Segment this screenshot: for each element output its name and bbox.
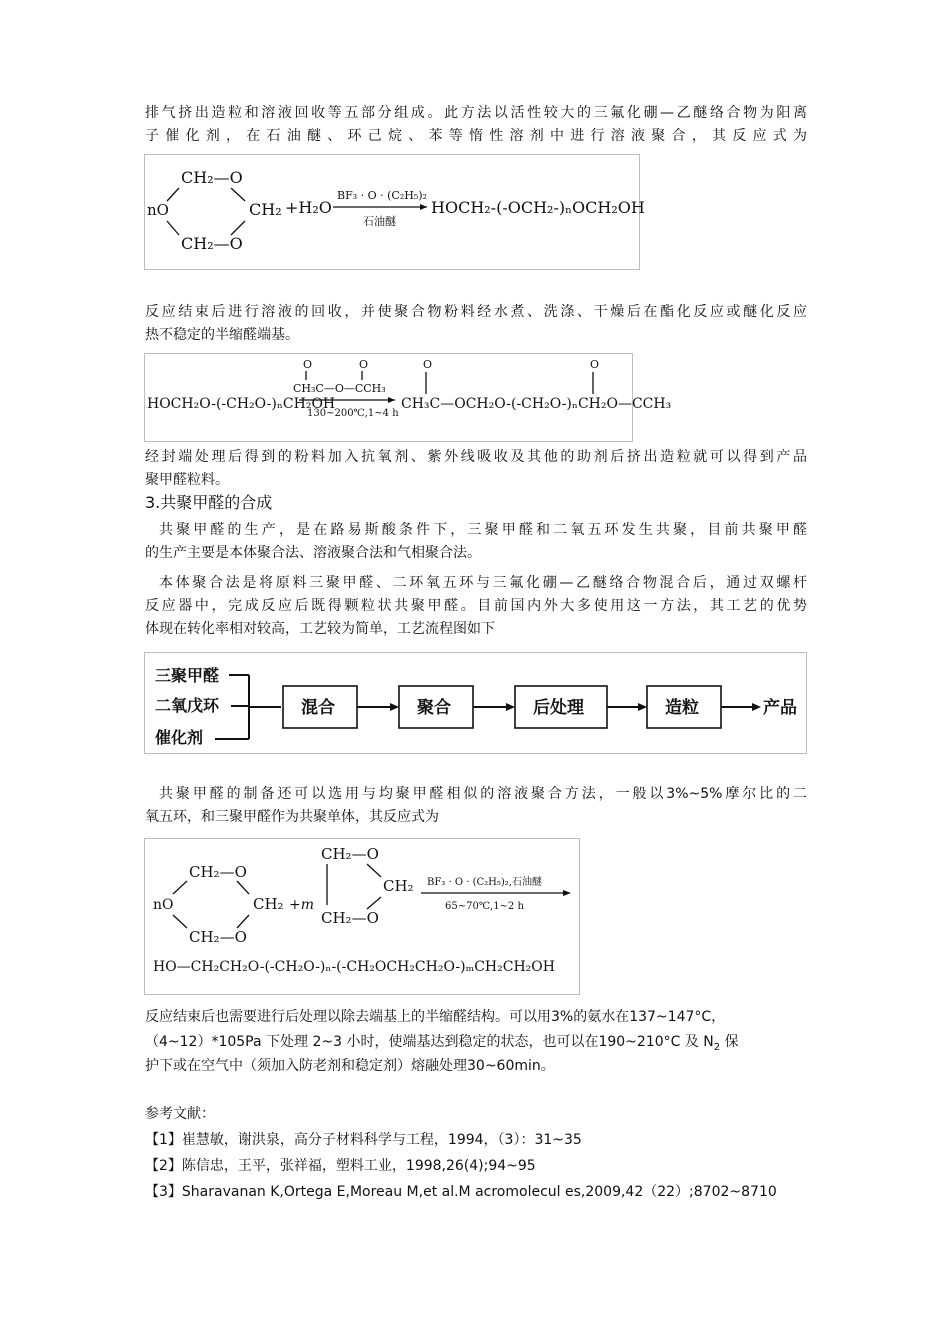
section-heading: 3.共聚甲醛的合成 bbox=[145, 493, 273, 512]
paragraph-7-line-2-text: （4~12）*105Pa 下处理 2~3 小时，使端基达到稳定的状态，也可以在190~210°C 及 N bbox=[145, 1034, 714, 1050]
eq2-reagent: CH₃C—O—CCH₃ bbox=[293, 382, 386, 395]
reference-3: 【3】Sharavanan K,Ortega E,Moreau M,et al.M acromolecul es,2009,42（22）;8702~8710 bbox=[145, 1184, 777, 1200]
eq2-reagent-o-1: O bbox=[303, 358, 313, 371]
paragraph-5-line-3: 体现在转化率相对较高，工艺较为简单，工艺流程图如下 bbox=[145, 621, 495, 637]
eq3-plus-m: +m bbox=[289, 897, 315, 913]
equation-1-figure bbox=[144, 154, 645, 270]
paragraph-5-line-1: 本体聚合法是将原料三聚甲醛、二环氧五环与三氟化硼—乙醚络合物混合后，通过双螺杆 bbox=[159, 575, 807, 591]
paragraph-3-line-1: 经封端处理后得到的粉料加入抗氧剂、紫外线吸收及其他的助剂后挤出造粒就可以得到产品 bbox=[145, 449, 807, 465]
eq1-plus-water: +H₂O bbox=[285, 198, 332, 217]
eq1-catalyst: BF₃ · O · (C₂H₅)₂ bbox=[337, 189, 427, 202]
paragraph-5-line-2: 反应器中，完成反应后既得颗粒状共聚甲醛。目前国内外大多使用这一方法，其工艺的优势 bbox=[145, 598, 807, 614]
eq3-ring-left: nO bbox=[153, 897, 174, 913]
reference-2: 【2】陈信忠，王平，张祥福，塑料工业，1998,26(4);94~95 bbox=[145, 1158, 536, 1174]
eq2-conditions: 130~200℃,1~4 h bbox=[307, 408, 399, 419]
flow-input-3: 催化剂 bbox=[155, 728, 204, 747]
eq3-ring2-top: CH₂—O bbox=[321, 845, 379, 863]
paragraph-7-line-1: 反应结束后也需要进行后处理以除去端基上的半缩醛结构。可以用3%的氨水在137~147°C， bbox=[145, 1009, 726, 1025]
paragraph-2-line-2: 热不稳定的半缩醛端基。 bbox=[145, 327, 299, 343]
flow-step-post-treatment: 后处理 bbox=[533, 698, 584, 718]
flow-step-granulation: 造粒 bbox=[665, 698, 699, 718]
eq2-reactant: HOCH₂O-(-CH₂O-)ₙCH₂OH bbox=[147, 396, 336, 412]
eq3-conditions: 65~70℃,1~2 h bbox=[445, 901, 524, 912]
eq3-ring2-bottom: CH₂—O bbox=[321, 909, 379, 927]
equation-3-figure bbox=[144, 838, 580, 995]
flow-step-polymerization: 聚合 bbox=[417, 698, 451, 718]
paragraph-3-line-2: 聚甲醛粒料。 bbox=[145, 472, 229, 488]
eq1-product: HOCH₂-(-OCH₂-)ₙOCH₂OH bbox=[431, 198, 645, 217]
paragraph-4-line-1: 共聚甲醛的生产，是在路易斯酸条件下，三聚甲醛和二氧五环发生共聚，目前共聚甲醛 bbox=[159, 522, 807, 538]
eq3-ring-right: CH₂ bbox=[253, 895, 284, 913]
eq3-ring-top: CH₂—O bbox=[189, 863, 247, 881]
flow-step-mixing: 混合 bbox=[301, 698, 335, 718]
eq1-ring-bottom: CH₂—O bbox=[181, 234, 243, 253]
eq2-reagent-o-2: O bbox=[359, 358, 369, 371]
eq1-solvent: 石油醚 bbox=[363, 215, 396, 228]
eq1-ring-top: CH₂—O bbox=[181, 168, 243, 187]
eq3-ring2-right: CH₂ bbox=[383, 877, 414, 895]
paragraph-1-line-1: 排气挤出造粒和溶液回收等五部分组成。此方法以活性较大的三氟化硼—乙醚络合物为阳离 bbox=[145, 105, 807, 121]
paragraph-7-line-3: 护下或在空气中（须加入防老剂和稳定剂）熔融处理30~60min。 bbox=[145, 1058, 555, 1074]
paragraph-2-line-1: 反应结束后进行溶液的回收，并使聚合物粉料经水煮、洗涤、干燥后在酯化反应或醚化反应 bbox=[145, 304, 807, 320]
eq3-ring-bottom: CH₂—O bbox=[189, 928, 247, 946]
paragraph-4-line-2: 的生产主要是本体聚合法、溶液聚合法和气相聚合法。 bbox=[145, 545, 481, 561]
eq1-ring-left: nO bbox=[147, 201, 169, 219]
flow-input-1: 三聚甲醛 bbox=[155, 666, 220, 685]
eq3-product: HO—CH₂CH₂O-(-CH₂O-)ₙ-(-CH₂OCH₂CH₂O-)ₘCH₂CH₂OH bbox=[153, 959, 555, 975]
process-flow-diagram bbox=[144, 652, 807, 754]
flow-input-2: 二氧戊环 bbox=[155, 696, 220, 715]
reference-1: 【1】崔慧敏，谢洪泉，高分子材料科学与工程，1994，（3）：31~35 bbox=[145, 1132, 582, 1148]
paragraph-1-line-2: 子催化剂，在石油醚、环己烷、苯等惰性溶剂中进行溶液聚合，其反应式为 bbox=[145, 128, 807, 144]
nitrogen-subscript: 2 bbox=[713, 1041, 721, 1053]
eq2-product: CH₃C—OCH₂O-(-CH₂O-)ₙCH₂O—CCH₃ bbox=[401, 396, 672, 412]
flow-output-product: 产品 bbox=[763, 698, 797, 718]
eq3-catalyst: BF₃ · O · (C₂H₅)₂,石油醚 bbox=[427, 877, 542, 888]
equation-2-figure bbox=[144, 353, 672, 442]
paragraph-7-line-2-tail: 保 bbox=[720, 1034, 739, 1050]
eq1-ring-right: CH₂ bbox=[249, 200, 282, 219]
references-title: 参考文献： bbox=[145, 1106, 215, 1122]
eq2-product-o-2: O bbox=[590, 358, 600, 371]
paragraph-6-line-1: 共聚甲醛的制备还可以选用与均聚甲醛相似的溶液聚合方法，一般以3%~5%摩尔比的二 bbox=[159, 786, 807, 802]
paragraph-6-line-2: 氧五环，和三聚甲醛作为共聚单体，其反应式为 bbox=[145, 809, 439, 825]
eq2-product-o-1: O bbox=[423, 358, 433, 371]
